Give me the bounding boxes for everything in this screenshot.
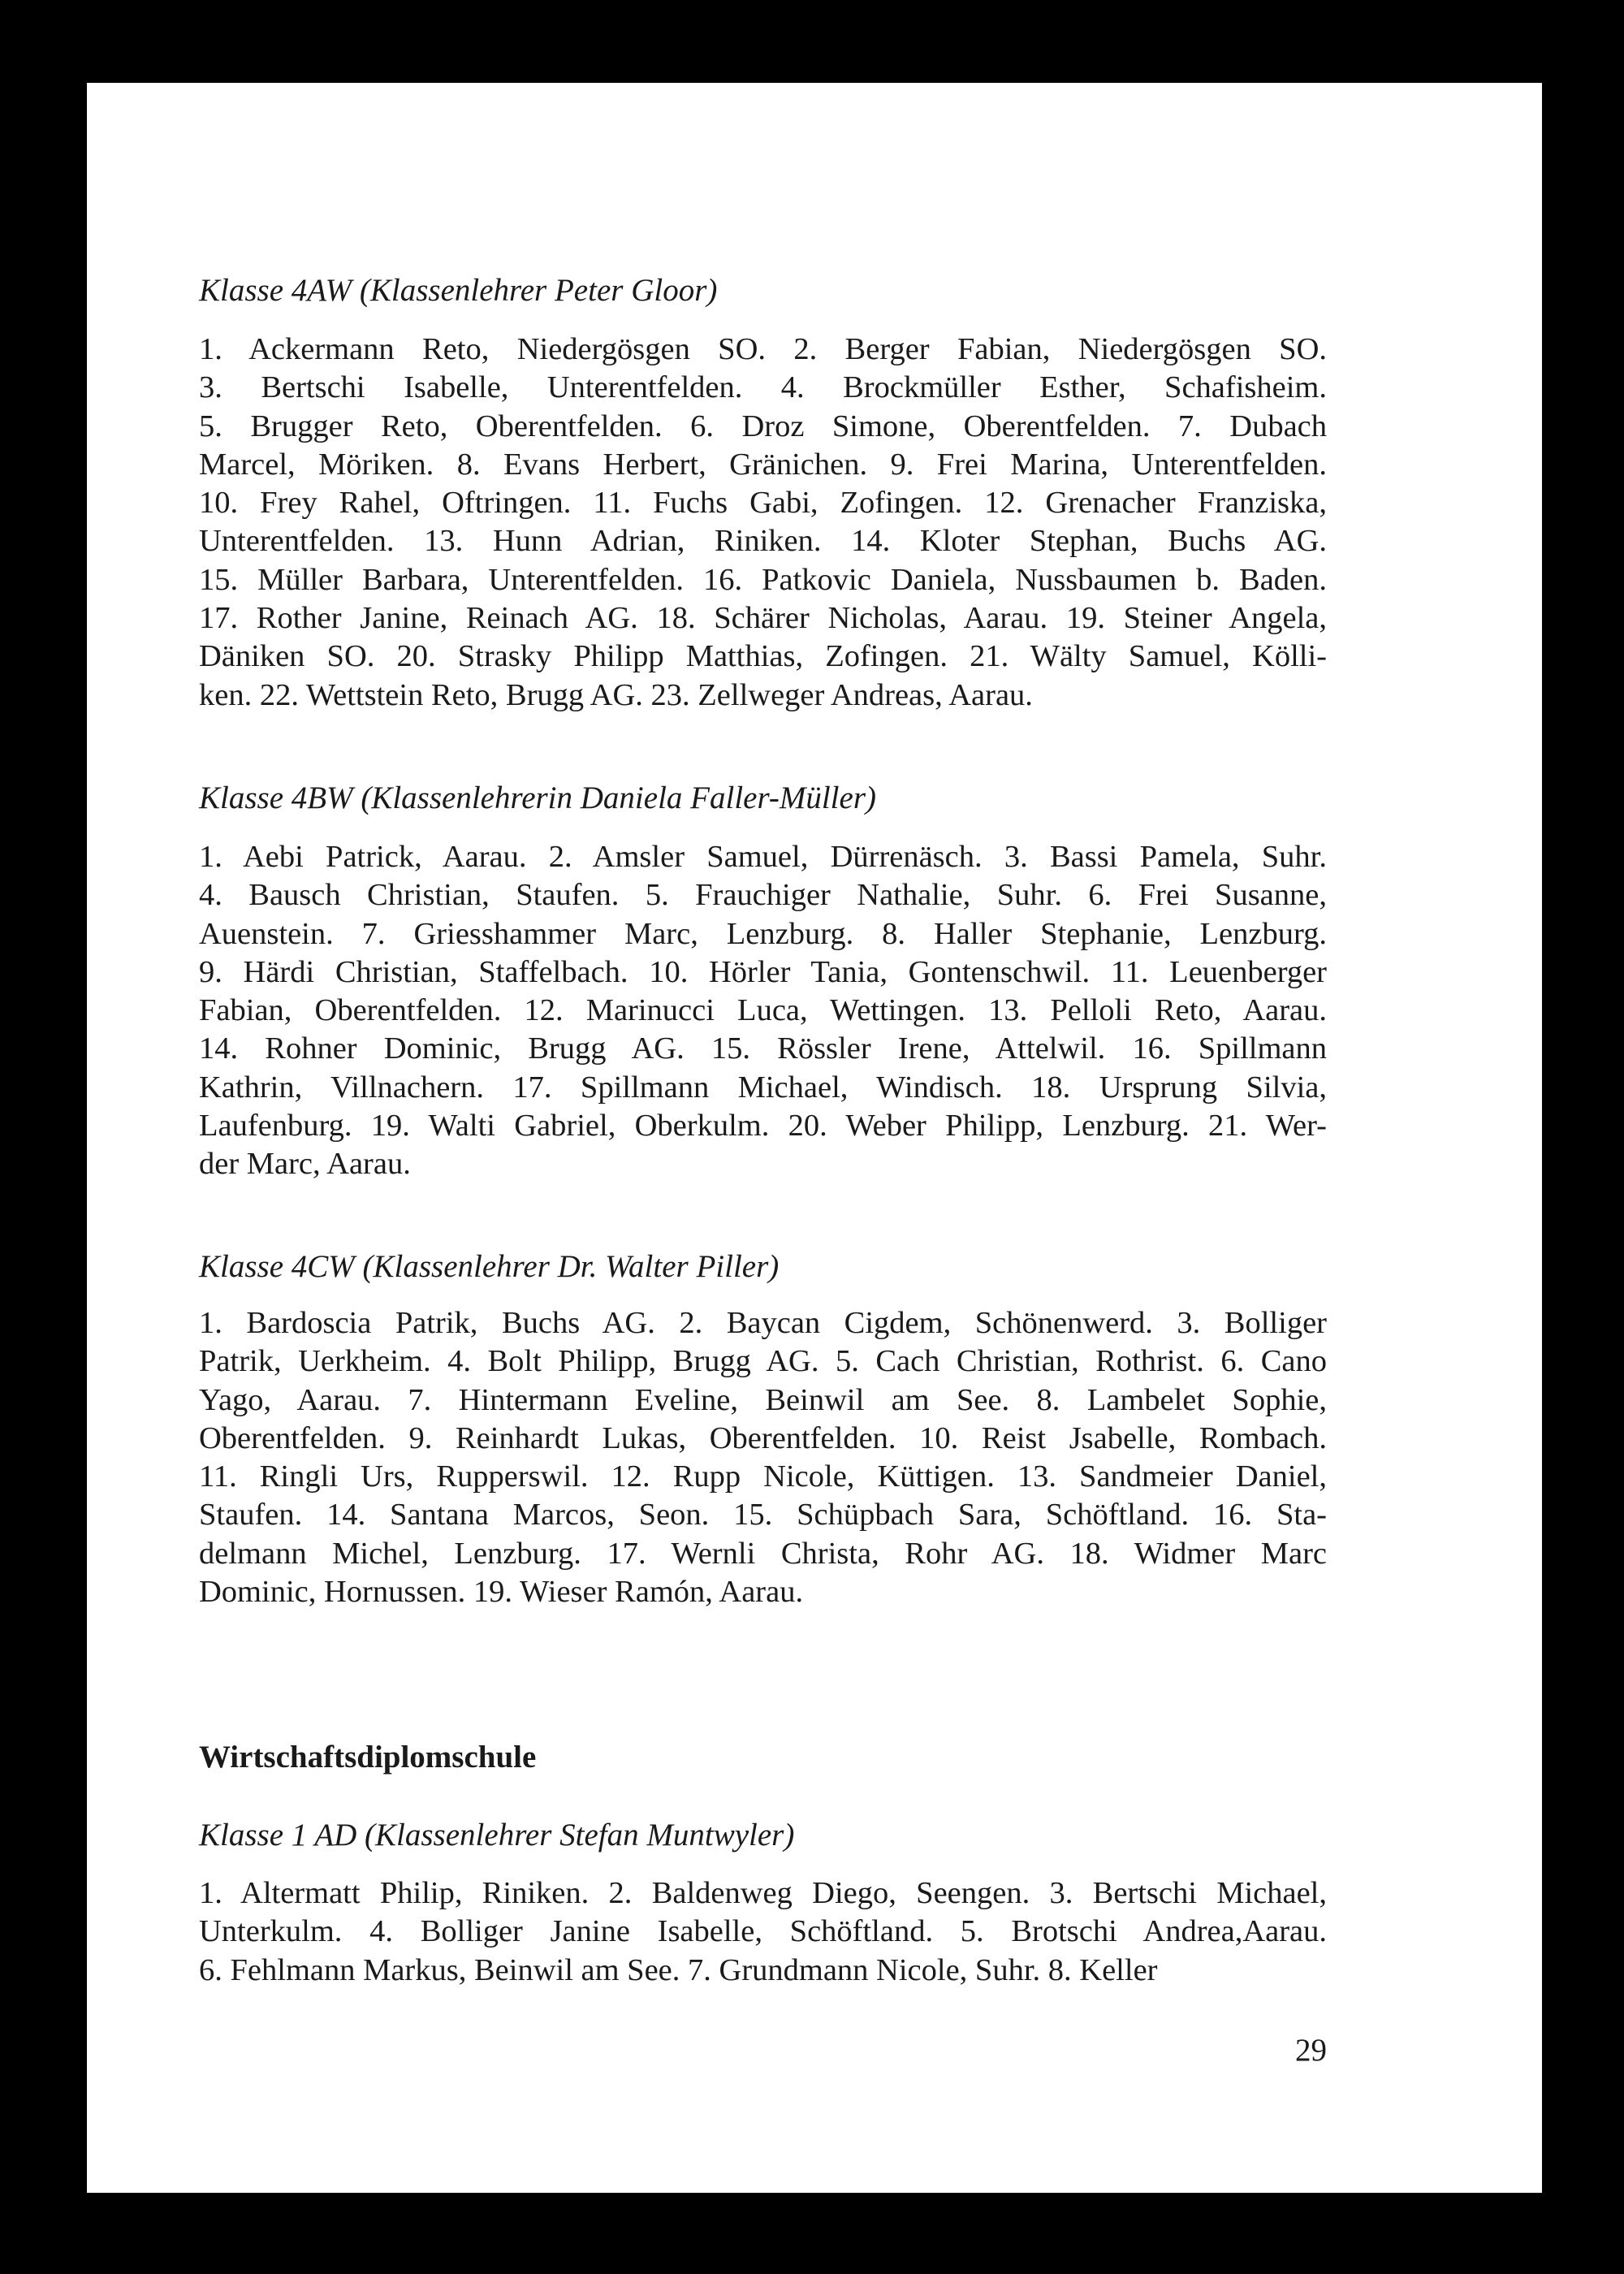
school-section — [199, 1738, 1327, 1990]
text-line: 10. Frey Rahel, Oftringen. 11. Fuchs Gabi, Zofingen. 12. Grenacher Franziska, — [199, 486, 1327, 521]
text-line: der Marc, Aarau. — [199, 1147, 411, 1182]
school-title: Wirtschaftsdiplomschule — [199, 1740, 537, 1775]
text-line: 6. Fehlmann Markus, Beinwil am See. 7. Grundmann Nicole, Suhr. 8. Keller — [199, 1952, 1158, 1987]
text-line: 1. Altermatt Philip, Riniken. 2. Baldenweg Diego, Seengen. 3. Bertschi Michael, — [199, 1876, 1327, 1910]
text-line: Laufenburg. 19. Walti Gabriel, Oberkulm. 20. Weber Philipp, Lenzburg. 21. Wer- — [199, 1109, 1327, 1143]
text-line: Oberentfelden. 9. Reinhardt Lukas, Oberentfelden. 10. Reist Jsabelle, Rombach. — [199, 1420, 1327, 1455]
text-line: 17. Rother Janine, Reinach AG. 18. Schärer Nicholas, Aarau. 19. Steiner Angela, — [199, 601, 1327, 636]
text-line: 14. Rohner Dominic, Brugg AG. 15. Rössler Irene, Attelwil. 16. Spillmann — [199, 1031, 1327, 1066]
student-list — [199, 838, 1327, 1184]
text-line: 15. Müller Barbara, Unterentfelden. 16. Patkovic Daniela, Nussbaumen b. Baden. — [199, 562, 1327, 597]
text-line: delmann Michel, Lenzburg. 17. Wernli Christa, Rohr AG. 18. Widmer Marc — [199, 1536, 1327, 1571]
text-line: Patrik, Uerkheim. 4. Bolt Philipp, Brugg AG. 5. Cach Christian, Rothrist. 6. Cano — [199, 1344, 1327, 1379]
class-heading: Klasse 1 AD (Klassenlehrer Stefan Muntwyler) — [199, 1818, 795, 1852]
text-line: 1. Bardoscia Patrik, Buchs AG. 2. Baycan Cigdem, Schönenwerd. 3. Bolliger — [199, 1306, 1327, 1340]
text-line: 9. Härdi Christian, Staffelbach. 10. Hörler Tania, Gontenschwil. 11. Leuenberger — [199, 954, 1327, 989]
class-heading: Klasse 4AW (Klassenlehrer Peter Gloor) — [199, 273, 718, 308]
class-4aw-section — [199, 271, 1327, 715]
student-list — [199, 1304, 1327, 1611]
text-line: Staufen. 14. Santana Marcos, Seon. 15. Schüpbach Sara, Schöftland. 16. Sta- — [199, 1498, 1327, 1533]
text-line: Dominic, Hornussen. 19. Wieser Ramón, Aarau. — [199, 1575, 804, 1610]
text-line: 1. Ackermann Reto, Niedergösgen SO. 2. Berger Fabian, Niedergösgen SO. — [199, 332, 1327, 366]
text-line: 3. Bertschi Isabelle, Unterentfelden. 4. Brockmüller Esther, Schafisheim. — [199, 370, 1327, 405]
page-number: 29 — [1295, 2033, 1327, 2068]
text-line: Kathrin, Villnachern. 17. Spillmann Michael, Windisch. 18. Ursprung Silvia, — [199, 1070, 1327, 1105]
text-line: Fabian, Oberentfelden. 12. Marinucci Luca, Wettingen. 13. Pelloli Reto, Aarau. — [199, 993, 1327, 1028]
class-4cw-section — [199, 1247, 1327, 1611]
text-line: Unterentfelden. 13. Hunn Adrian, Riniken. 14. Kloter Stephan, Buchs AG. — [199, 524, 1327, 559]
class-heading: Klasse 4CW (Klassenlehrer Dr. Walter Piller) — [199, 1249, 780, 1284]
text-line: 1. Aebi Patrick, Aarau. 2. Amsler Samuel, Dürrenäsch. 3. Bassi Pamela, Suhr. — [199, 840, 1327, 874]
class-heading: Klasse 4BW (Klassenlehrerin Daniela Faller-Müller) — [199, 780, 876, 815]
document-page — [87, 83, 1542, 2193]
text-line: Marcel, Möriken. 8. Evans Herbert, Gränichen. 9. Frei Marina, Unterentfelden. — [199, 447, 1327, 482]
text-line: 4. Bausch Christian, Staufen. 5. Frauchiger Nathalie, Suhr. 6. Frei Susanne, — [199, 878, 1327, 913]
text-line: Yago, Aarau. 7. Hintermann Eveline, Beinwil am See. 8. Lambelet Sophie, — [199, 1382, 1327, 1417]
text-line: Unterkulm. 4. Bolliger Janine Isabelle, Schöftland. 5. Brotschi Andrea,Aarau. — [199, 1914, 1327, 1949]
student-list — [199, 331, 1327, 715]
class-4bw-section — [199, 779, 1327, 1184]
text-line: Auenstein. 7. Griesshammer Marc, Lenzburg. 8. Haller Stephanie, Lenzburg. — [199, 916, 1327, 951]
text-line: 11. Ringli Urs, Rupperswil. 12. Rupp Nicole, Küttigen. 13. Sandmeier Daniel, — [199, 1459, 1327, 1494]
text-line: 5. Brugger Reto, Oberentfelden. 6. Droz Simone, Oberentfelden. 7. Dubach — [199, 409, 1327, 443]
text-line: Däniken SO. 20. Strasky Philipp Matthias, Zofingen. 21. Wälty Samuel, Kölli- — [199, 639, 1327, 674]
student-list — [199, 1874, 1327, 1990]
text-line: ken. 22. Wettstein Reto, Brugg AG. 23. Zellweger Andreas, Aarau. — [199, 677, 1033, 712]
